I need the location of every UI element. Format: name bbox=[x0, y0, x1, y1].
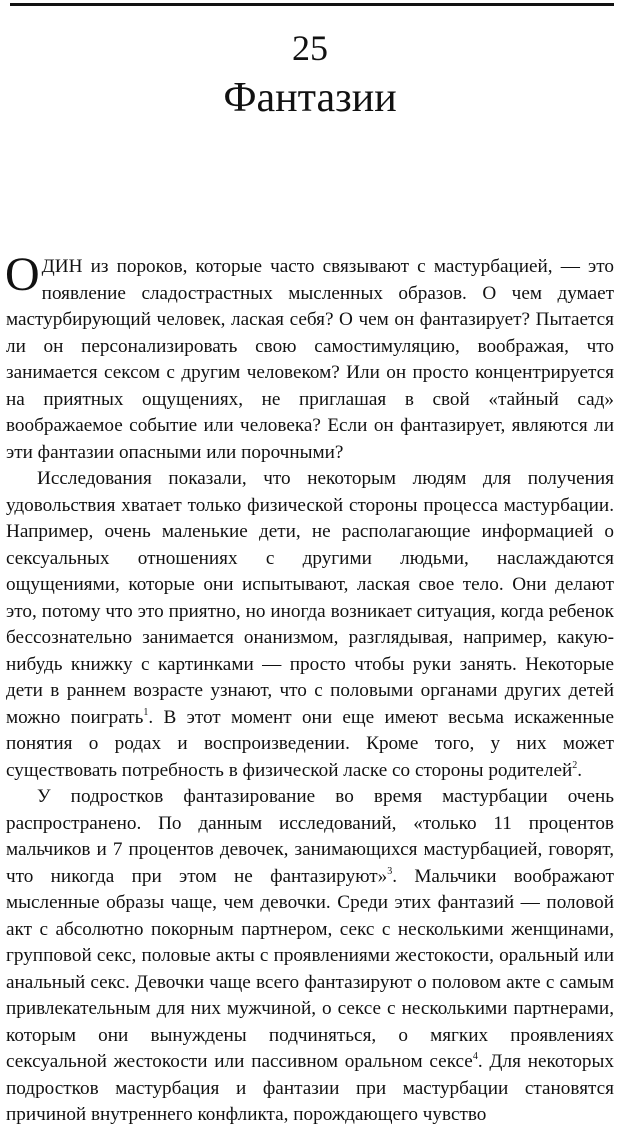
top-rule bbox=[10, 3, 614, 6]
footnote-ref[interactable]: 1 bbox=[143, 706, 149, 718]
chapter-number: 25 bbox=[292, 28, 328, 68]
text-run: . В этот момент они еще имеют весьма искаженные понятия о родах и воспроизведении. Кроме того, у них может существовать потребность в физической ласке со стороны родителей bbox=[6, 706, 614, 781]
text-run: . bbox=[577, 759, 583, 781]
paragraph bbox=[6, 784, 614, 1129]
drop-cap: О bbox=[5, 248, 40, 301]
text-run: . Для некоторых подростков мастурбация и фантазии при мастурбации становятся причиной внутреннего конфликта, порождающего чувство bbox=[6, 1051, 614, 1125]
footnote-ref[interactable]: 4 bbox=[472, 1051, 478, 1062]
text-run: . Мальчики воображают мысленные образы чаще, чем девочки. Среди этих фантазий — половой акт с абсолютно покорным партнером, секс с несколькими женщинами, групповой секс, половые акты с проявлениями жестокости, оральный или анальный секс. Девочки чаще всего фантазируют о половом акте с самым привлекательным для них мужчиной, о сексе с несколькими партнерами, которым они вынуждены подчиняться, о мягких проявлениях сексуальной жестокости или пассивном оральном сексе bbox=[6, 865, 614, 1072]
text-run: ДИН из пороков, которые часто связывают с мастурбацией, — это появление сладострастных мысленных образов. О чем думает мастурбирующий человек, лаская себя? О чем он фантазирует? Пытается ли он персонализировать свою самостимуляцию, воображая, что занимается сексом с другим человеком? Или он просто концентрируется на приятных ощущениях, не приглашая в свой «тайный сад» воображаемое событие или человека? Если он фантазирует, являются ли эти фантазии опасными или порочными? bbox=[6, 256, 614, 463]
text-run: У подростков фантазирование во время мастурбации очень распространено. По данным исследований, «только 11 процентов мальчиков и 7 процентов девочек, занимающихся мастурбацией, говорят, что никогда при этом не фантазируют» bbox=[6, 786, 614, 887]
footnote-ref[interactable]: 2 bbox=[572, 759, 578, 771]
text-run: Исследования показали, что некоторым людям для получения удовольствия хватает только физической стороны процесса мастурбации. Например, очень маленькие дети, не располагающие информацией о сексуальных отношениях с другими людьми, наслаждаются ощущениями, которые они испытывают, лаская свое тело. Они делают это, потому что это приятно, но иногда возникает ситуация, когда ребенок бессознательно занимается онанизмом, разглядывая, например, какую-нибудь книжку с картинками — просто чтобы руки занять. Некоторые дети в раннем возрасте узнают, что с половыми органами других детей можно поиграть bbox=[6, 468, 614, 728]
paragraph bbox=[5, 248, 614, 466]
footnote-ref[interactable]: 3 bbox=[387, 865, 393, 877]
paragraph bbox=[6, 466, 614, 784]
chapter-title: Фантазии bbox=[223, 75, 397, 121]
body-text bbox=[5, 248, 614, 1129]
